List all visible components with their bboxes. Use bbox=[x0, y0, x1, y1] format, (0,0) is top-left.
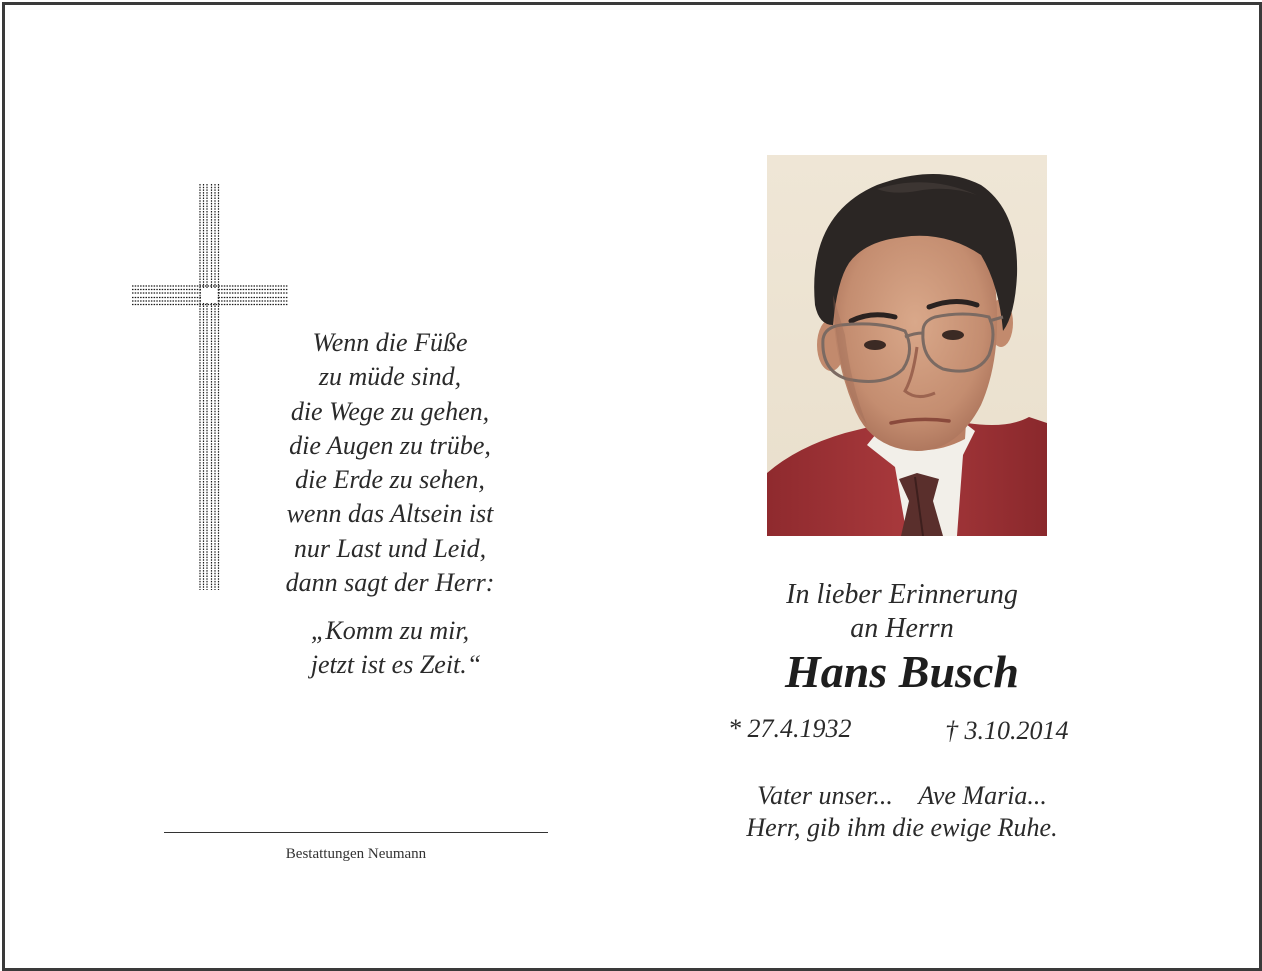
poem bbox=[240, 326, 540, 600]
divider-line bbox=[164, 832, 548, 833]
poem-line: Wenn die Füße bbox=[312, 328, 468, 357]
prayer bbox=[702, 780, 1102, 844]
poem-line: dann sagt der Herr: bbox=[285, 568, 495, 598]
poem-line: wenn das Altsein ist bbox=[286, 499, 494, 529]
quote-line: „Komm zu mir, bbox=[310, 616, 470, 645]
poem-line: zu müde sind, bbox=[318, 362, 462, 392]
poem-line: die Wege zu gehen, bbox=[290, 396, 490, 426]
birth-date: * 27.4.1932 bbox=[728, 714, 852, 743]
death-date: † 3.10.2014 bbox=[945, 716, 1069, 745]
prayer-line: Herr, gib ihm die ewige Ruhe. bbox=[746, 813, 1058, 842]
memorial-heading bbox=[702, 578, 1102, 646]
poem-line: die Augen zu trübe, bbox=[289, 430, 491, 460]
portrait-photo bbox=[767, 155, 1047, 536]
memorial-line: an Herrn bbox=[850, 613, 954, 644]
poem-line: nur Last und Leid, bbox=[293, 533, 487, 563]
prayer-line: Vater unser... Ave Maria... bbox=[757, 781, 1047, 810]
poem-line: die Erde zu sehen, bbox=[295, 465, 485, 495]
quote-line: jetzt ist es Zeit.“ bbox=[310, 650, 482, 679]
undertaker-name: Bestattungen Neumann bbox=[285, 846, 427, 862]
memorial-line: In lieber Erinnerung bbox=[786, 579, 1018, 610]
deceased-name: Hans Busch bbox=[785, 646, 1019, 697]
poem-quote bbox=[240, 614, 540, 682]
